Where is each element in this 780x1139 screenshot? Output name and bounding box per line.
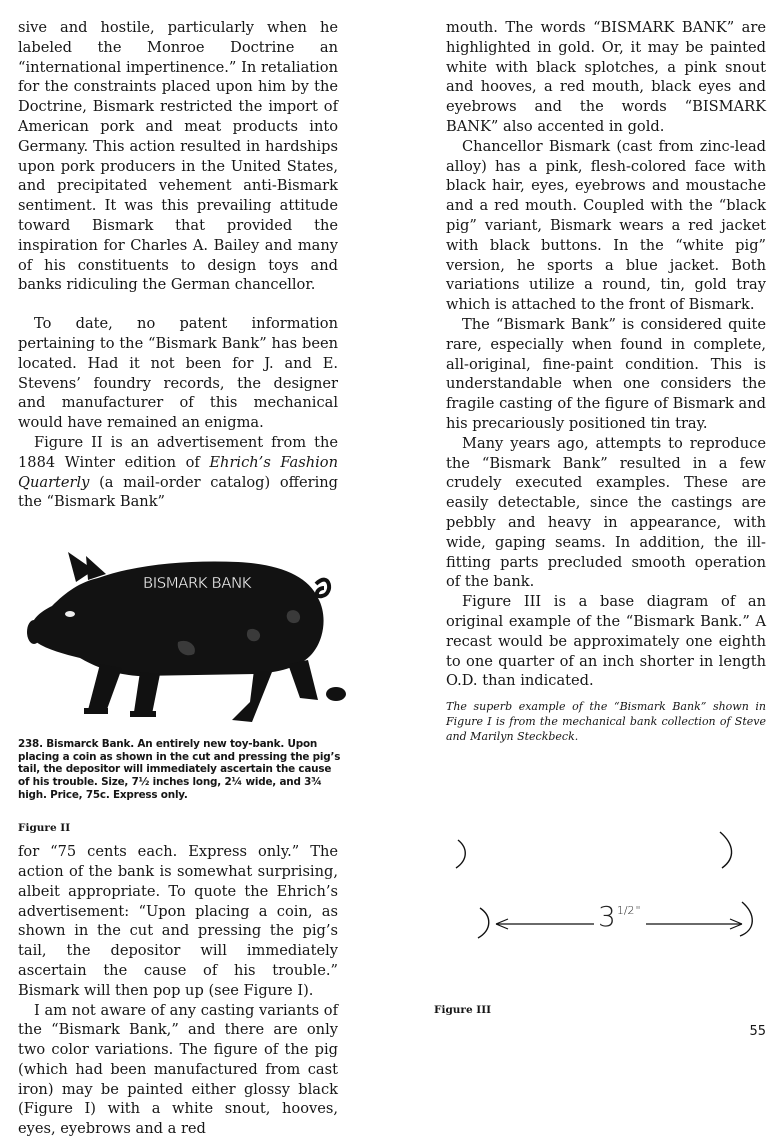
pig-bank-illustration xyxy=(18,542,348,742)
dimension-fraction: 1/2 xyxy=(617,904,635,917)
base-diagram-drawing xyxy=(446,820,766,960)
figure-label: Figure II xyxy=(18,819,70,839)
inch-mark: " xyxy=(636,904,641,917)
advertisement-caption: 238. Bismarck Bank. An entirely new toy-bank. Upon placing a coin as shown in the cut and pressing the pig’s tail, the depositor will immediately ascertain the cause of his trouble. Size, 7½ inches long, 2¼ wide, and 3¾ high. Price, 75c. Express only. xyxy=(18,738,344,801)
dimension-whole: 3 xyxy=(598,900,616,933)
paragraph: sive and hostile, particularly when he labeled the Monroe Doctrine an “international impertinence.” In retaliation for the constraints placed upon him by the Doctrine, Bismark restricted the import of American pork and meat products into Germany. This action resulted in hardships upon pork producers in the United States, and precipitated vehement anti-Bismark sentiment. It was this prevailing attitude toward Bismark that provided the inspiration for Charles A. Bailey and many of his constituents to design toys and banks ridiculing the German chancellor. xyxy=(18,18,338,295)
figure-3-base-diagram xyxy=(446,820,766,1020)
pig-lettering: BISMARK BANK xyxy=(143,574,253,592)
catalog-title: Ehrich’s Fashion Quarterly xyxy=(18,454,338,491)
figure-label: Figure III xyxy=(434,1004,491,1016)
paragraph: The “Bismark Bank” is considered quite rare, especially when found in complete, all-original, fine-paint condition. This is understandable when one considers the fragile casting of the figure of Bismark and his precariously positioned tin tray. xyxy=(446,315,766,434)
left-column xyxy=(18,18,338,1139)
paragraph: To date, no patent information pertaining to the “Bismark Bank” has been located. Had it not been for J. and E. Stevens’ foundry records, the designer and manufacturer of this mechanical would have remained an enigma. xyxy=(18,314,338,433)
right-column xyxy=(446,18,766,744)
text-run: Figure II is an advertisement from the 1884 Winter edition of xyxy=(18,434,338,471)
paragraph: I am not aware of any casting variants of the “Bismark Bank,” and there are only two color variations. The figure of the pig (which had been manufactured from cast iron) may be painted either glossy black (Figure I) with a white snout, hooves, eyes, eyebrows and a red xyxy=(18,1001,338,1139)
paragraph: mouth. The words “BISMARK BANK” are highlighted in gold. Or, it may be painted white with black splotches, a pink snout and hooves, a red mouth, black eyes and eyebrows and the words “BISMARK BANK” also accented in gold. xyxy=(446,18,766,137)
figure-2-advertisement xyxy=(18,542,348,842)
paragraph: Many years ago, attempts to reproduce the “Bismark Bank” resulted in a few crudely executed examples. These are easily detectable, since the castings are pebbly and heavy in appearance, with wide, gaping seams. In addition, the ill-fitting parts precluded smooth operation of the bank. xyxy=(446,434,766,592)
dimension-label xyxy=(598,900,641,933)
photo-credit: The superb example of the “Bismark Bank” shown in Figure I is from the mechanical bank collection of Steve and Marilyn Steckbeck. xyxy=(446,699,766,744)
paragraph: for “75 cents each. Express only.” The action of the bank is somewhat surprising, albeit appropriate. To quote the Ehrich’s advertisement: “Upon placing a coin, as shown in the cut and pressing the pig’s tail, the depositor will immediately ascertain the cause of his trouble.” Bismark will then pop up (see Figure I). xyxy=(18,842,338,1000)
paragraph: Chancellor Bismark (cast from zinc-lead alloy) has a pink, flesh-colored face with black hair, eyes, eyebrows and moustache and a red mouth. Coupled with the “black pig” variant, Bismark wears a red jacket with black buttons. In the “white pig” version, he sports a blue jacket. Both variations utilize a round, tin, gold tray which is attached to the front of Bismark. xyxy=(446,137,766,315)
paragraph: Figure III is a base diagram of an original example of the “Bismark Bank.” A recast would be approximately one eighth to one quarter of an inch shorter in length O.D. than indicated. xyxy=(446,592,766,691)
text-run: (a mail-order catalog) offering the “Bismark Bank” xyxy=(18,474,338,511)
paragraph xyxy=(18,433,338,512)
page-number: 55 xyxy=(749,1024,766,1039)
